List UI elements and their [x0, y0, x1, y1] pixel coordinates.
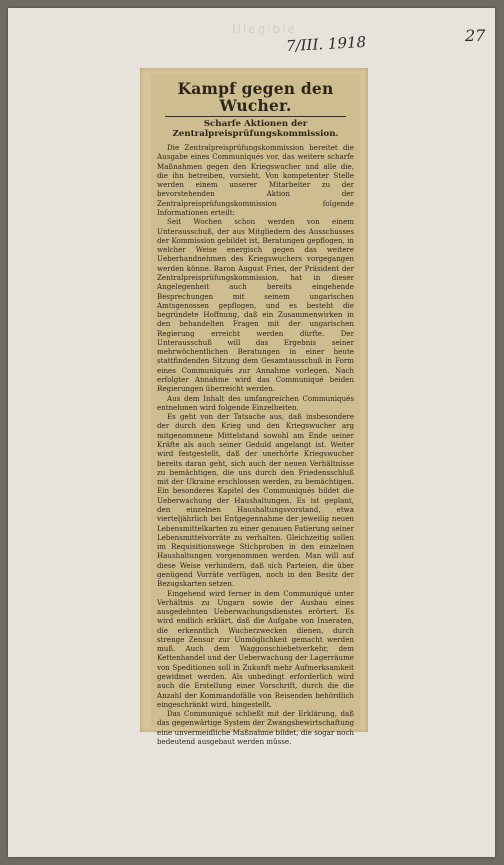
article-paragraph: Aus dem Inhalt des umfangreichen Communiqués entnehmen wird folgende Einzelheiten.	[157, 393, 354, 412]
archive-stamp: Illegible	[232, 22, 297, 36]
newspaper-clipping	[151, 74, 360, 746]
article-headline: Kampf gegen den Wucher.	[177, 79, 334, 115]
article-paragraph: Die Zentralpreisprüfungskommission bereitet die Ausgabe eines Communiqués vor, das weitere scharfe Maßnahmen gegen den Kriegswucher und alle die, die ihn betreiben, vorsieht. Von kompetenter Stelle werden einem unserer Mitarbeiter zu der bevorstehenden Aktion der Zentralpreisprüfungskommission folgende Informationen erteilt:	[157, 143, 354, 217]
handwritten-page-number: 27	[465, 26, 486, 45]
article-paragraph: Seit Wochen schon werden von einem Unterausschuß, der aus Mitgliedern des Ausschusses der Kommission gebildet ist, Beratungen gepflogen, in welcher Weise energisch gegen das weitere Ueberhandnehmen des Kriegswuchers vorgegangen werden könne. Baron August Fries, der Präsident der Zentralpreisprüfungskommission, hat in dieser Angelegenheit auch bereits eingehende Besprechungen mit seinem ungarischen Amtsgenossen gepflogen, und es besteht die begründete Hoffnung, daß ein Zusammenwirken in den behandelten Fragen mit der ungarischen Regierung erreicht werden dürfte. Der Unterausschuß will das Ergebnis seiner mehrwöchentlichen Beratungen in einer heute stattfindenden Sitzung dem Gesamtausschuß in Form eines Communiqués zur Annahme vorlegen. Nach erfolgter Annahme wird das Communiqué beiden Regierungen überreicht werden.	[157, 217, 354, 394]
handwritten-date: 7/III. 1918	[285, 32, 367, 56]
article-body	[157, 143, 354, 746]
article-paragraph: Eingehend wird ferner in dem Communiqué unter Verhältnis zu Ungarn sowie der Ausbau eines ausgedehnten Ueberwachungsdienstes erörtert. Es wird endlich erklärt, daß die Aufgabe von Inseraten, die erkenntlich Wucherzwecken dienen, durch strenge Zensur zur Unmöglichkeit gemacht werden muß. Auch dem Waggonschiebetverkehr, dem Kettenhandel und der Ueberwachung der Lagerräume von Speditionen soll in Zukunft mehr Aufmerksamkeit gewidmet werden. Als unbedingt erforderlich wird auch die Erstellung einer Vorschrift, durch die die Anzahl der Kommandofälle von Reisenden behördlich eingeschränkt wird, hingestellt.	[157, 588, 354, 709]
article-paragraph: Das Communiqué schließt mit der Erklärung, daß das gegenwärtige System der Zwangsbewirtschaftung eine unvermeidliche Maßnahme bildet, die sogar noch bedeutend ausgebaut werden müsse.	[157, 709, 354, 746]
article-subhead: Scharfe Aktionen der Zentralpreisprüfungskommission.	[172, 119, 339, 139]
article-paragraph: Es geht von der Tatsache aus, daß insbesondere der durch den Krieg und den Kriegswucher arg mitgenommene Mittelstand sowohl am Ende seiner Kräfte als auch seiner Geduld angelangt ist. Weiter wird festgestellt, daß der unerhörte Kriegswucher bereits daran geht, sich auch der neuen Verhältnisse zu bemächtigen, die uns durch den Friedensschluß mit der Ukraine erschlossen werden, zu bemächtigen. Ein besonderes Kapitel des Communiqués bildet die Ueberwachung der Haushaltungen. Es ist geplant, den einzelnen Haushaltungsvorstand, etwa vierteljährlich bei Entgegennahme der jeweilig neuen Lebensmittelkarten zu einer genauen Fatierung seiner Lebensmittelvorräte zu verhalten. Gleichzeitig sollen im Requisitionswege Stichproben in den einzelnen Haushaltungen vorgenommen werden. Man will auf diese Weise verhindern, daß sich Parteien, die über genügend Vorräte verfügen, noch in den Besitz der Bezugskarten setzen.	[157, 412, 354, 589]
headline-divider	[165, 116, 346, 117]
